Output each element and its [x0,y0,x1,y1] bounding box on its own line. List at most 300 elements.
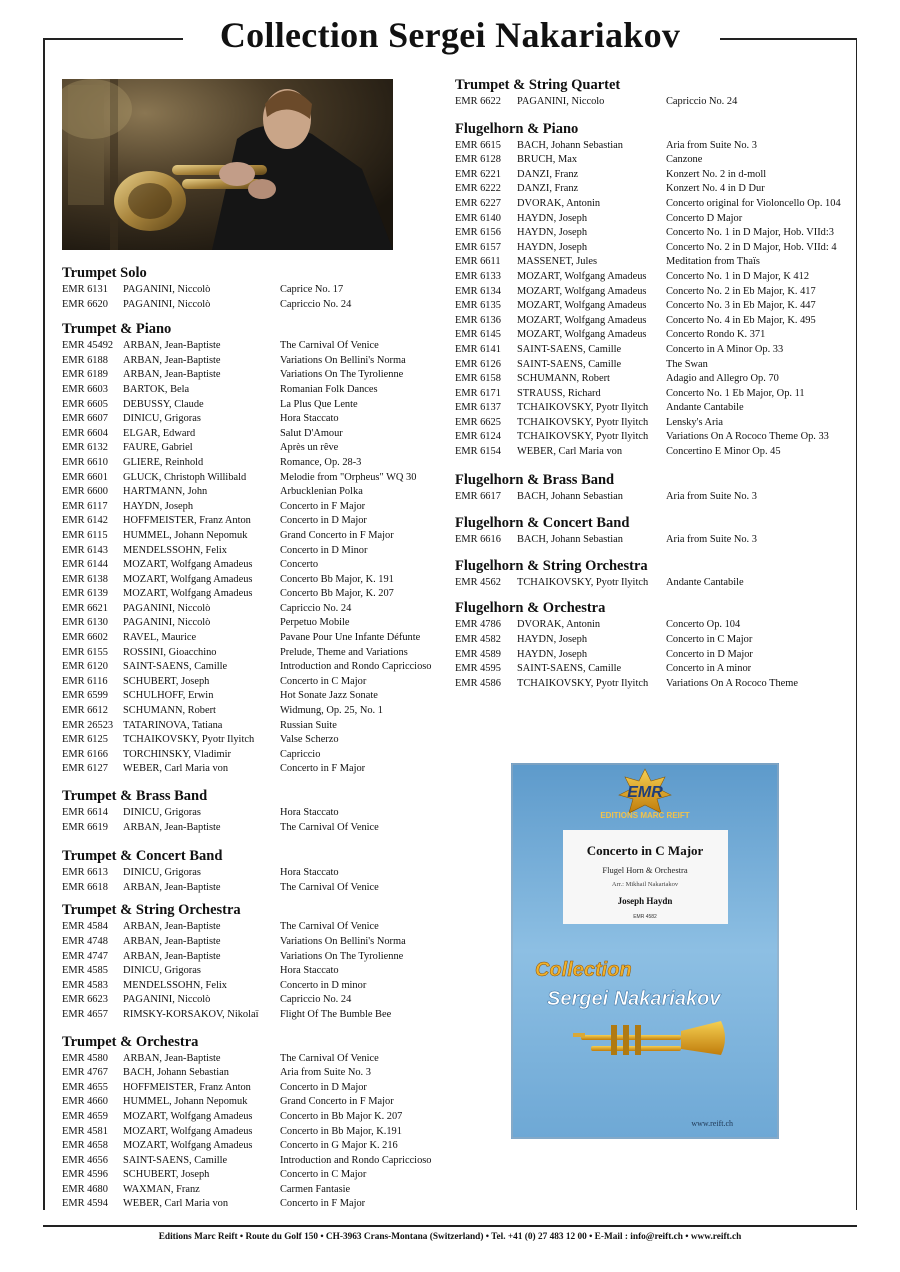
catalog-row [62,1125,442,1140]
catalog-number: EMR 6156 [455,227,501,239]
work-title: Aria from Suite No. 3 [666,534,757,546]
composer-name: ARBAN, Jean-Baptiste [123,881,221,893]
catalog-row [62,631,442,646]
catalog-row [62,964,442,979]
work-title: Concerto Op. 104 [666,619,741,631]
catalog-number: EMR 6189 [62,369,108,381]
cover-work-title: Concerto in C Major [586,843,704,858]
catalog-number: EMR 6621 [62,602,108,614]
catalog-row [455,328,855,343]
catalog-row [62,748,442,763]
composer-name: TCHAIKOVSKY, Pyotr Ilyitch [517,402,649,414]
catalog-number: EMR 6139 [62,588,108,600]
composer-name: BRUCH, Max [517,154,578,166]
catalog-number: EMR 6137 [455,402,501,414]
catalog-number: EMR 6120 [62,661,108,673]
catalog-row [62,456,442,471]
catalog-row [455,401,855,416]
composer-name: HAYDN, Joseph [517,227,588,239]
composer-name: TCHAIKOVSKY, Pyotr Ilyitch [517,576,649,588]
catalog-number: EMR 6622 [455,96,501,107]
composer-name: DINICU, Grigoras [123,965,201,977]
work-title: Concerto in Bb Major K. 207 [280,1110,403,1122]
catalog-row [62,1095,442,1110]
catalog-section [62,320,442,777]
work-title: Concerto in G Major K. 216 [280,1140,398,1152]
cover-instrumentation: Flugel Horn & Orchestra [602,865,688,875]
catalog-number: EMR 26523 [62,719,114,731]
catalog-number: EMR 6603 [62,383,108,395]
catalog-number: EMR 6601 [62,471,108,483]
catalog-row [62,514,442,529]
work-title: Après un rêve [280,442,339,454]
section-title: Trumpet & Brass Band [62,788,208,804]
catalog-section [62,1033,442,1213]
composer-name: PAGANINI, Niccolo [517,96,605,107]
catalog-row [62,529,442,544]
composer-name: BACH, Johann Sebastian [517,534,623,546]
catalog-number: EMR 6132 [62,442,108,454]
composer-name: SCHUBERT, Joseph [123,675,210,687]
footer-rule [43,1225,857,1227]
footer-contact: Editions Marc Reift • Route du Golf 150 • CH-3963 Crans-Montana (Switzerland) • Tel. +41 (0) 27 483 12 00 • E-Mail : info@reift.ch • www.reift.ch [158,1232,742,1242]
catalog-number: EMR 4655 [62,1081,108,1093]
catalog-row [62,616,442,631]
catalog-row [62,1168,442,1183]
work-title: Hora Staccato [280,413,339,425]
work-title: Hora Staccato [280,807,339,818]
catalog-number: EMR 6604 [62,427,108,439]
catalog-number: EMR 4656 [62,1154,108,1166]
catalog-number: EMR 6616 [455,534,501,546]
catalog-number: EMR 4582 [455,634,501,646]
composer-name: HAYDN, Joseph [517,648,588,660]
work-title: Konzert No. 2 in d-moll [666,168,767,180]
catalog-number: EMR 6141 [455,343,501,355]
catalog-row [62,1066,442,1081]
composer-name: GLUCK, Christoph Willibald [123,471,247,483]
work-title: Concerto in F Major [280,763,366,775]
work-title: Capriccio [280,748,321,760]
work-title: Konzert No. 4 in D Dur [666,183,765,195]
work-title: The Swan [666,358,708,370]
catalog-row [455,270,855,285]
section-title: Flugelhorn & Brass Band [455,471,615,488]
composer-name: HUMMEL, Johann Nepomuk [123,529,248,541]
cover-website: www.reift.ch [691,1119,733,1128]
work-title: Variations On A Rococo Theme [666,677,798,689]
composer-name: MOZART, Wolfgang Amadeus [123,1110,253,1122]
catalog-number: EMR 6157 [455,241,501,253]
composer-name: MOZART, Wolfgang Amadeus [517,285,647,297]
catalog-row [455,139,855,154]
catalog-row [455,314,855,329]
composer-name: TCHAIKOVSKY, Pyotr Ilyitch [517,431,649,443]
catalog-number: EMR 6221 [455,168,501,180]
catalog-row [455,372,855,387]
work-title: La Plus Que Lente [280,398,358,410]
catalog-section [455,471,855,505]
catalog-row [455,212,855,227]
catalog-row [455,387,855,402]
page-title: Collection Sergei Nakariakov [219,15,681,55]
composer-name: PAGANINI, Niccolò [123,617,211,629]
catalog-number: EMR 6133 [455,270,501,282]
catalog-number: EMR 6140 [455,212,501,224]
catalog-number: EMR 6625 [455,416,501,428]
composer-name: SCHUBERT, Joseph [123,1169,210,1181]
cover-arranger: Arr.: Mikhail Nakariakov [611,881,679,888]
work-title: The Carnival Of Venice [280,921,379,933]
catalog-row [62,704,442,719]
catalog-row [62,339,442,354]
photo-trumpeter [62,79,393,250]
composer-name: BACH, Johann Sebastian [123,1067,229,1079]
catalog-row [455,576,855,591]
catalog-row [62,881,442,896]
composer-name: FAURE, Gabriel [123,442,193,454]
work-title: Valse Scherzo [280,734,339,746]
composer-name: HAYDN, Joseph [517,212,588,224]
catalog-number: EMR 6144 [62,559,108,571]
frame-right [856,38,858,1210]
composer-name: MOZART, Wolfgang Amadeus [123,1140,253,1152]
work-title: Pavane Pour Une Infante Défunte [280,632,421,644]
composer-name: WAXMAN, Franz [123,1183,200,1195]
composer-name: MOZART, Wolfgang Amadeus [517,300,647,312]
work-title: Salut D'Amour [280,427,343,439]
catalog-number: EMR 6143 [62,544,108,556]
cover-publisher: EDITIONS MARC REIFT [600,811,690,820]
work-title: Capriccio No. 24 [280,602,352,614]
catalog-row [62,806,442,821]
catalog-row [455,533,855,548]
catalog-number: EMR 6155 [62,646,108,658]
catalog-number: EMR 6614 [62,807,108,818]
catalog-row [455,416,855,431]
composer-name: DANZI, Franz [517,168,579,180]
catalog-number: EMR 6610 [62,456,108,468]
catalog-number: EMR 6116 [62,675,108,687]
catalog-row [62,733,442,748]
work-title: Melodie from "Orpheus" WQ 30 [280,471,417,483]
work-title: Concerto in D Minor [280,544,368,556]
composer-name: ELGAR, Edward [123,427,196,439]
catalog-number: EMR 4595 [455,663,501,675]
work-title: Concerto No. 2 in D Major, Hob. VIId: 4 [666,241,837,253]
catalog-row [62,1197,442,1212]
composer-name: PAGANINI, Niccolò [123,602,211,614]
catalog-row [62,1052,442,1067]
work-title: Variations On The Tyrolienne [280,369,404,381]
catalog-section [455,599,855,691]
catalog-section [455,557,855,591]
composer-name: HAYDN, Joseph [123,500,194,512]
catalog-number: EMR 4680 [62,1183,108,1195]
catalog-row [62,689,442,704]
catalog-number: EMR 6134 [455,285,501,297]
catalog-number: EMR 6154 [455,446,501,458]
work-title: Introduction and Rondo Capriccioso [280,1154,432,1166]
work-title: Variations On Bellini's Norma [280,354,406,366]
composer-name: SAINT-SAENS, Camille [123,661,228,673]
work-title: Lensky's Aria [666,416,723,428]
catalog-number: EMR 4659 [62,1110,108,1122]
catalog-row [62,283,442,298]
catalog-row [62,950,442,965]
work-title: Concerto No. 1 Eb Major, Op. 11 [666,387,805,399]
cover-logo-text: EMR [627,784,663,801]
work-title: Concerto in D Major [280,515,367,527]
catalog-section [62,901,442,1022]
catalog-number: EMR 4767 [62,1067,108,1079]
catalog-row [455,662,855,677]
catalog-row [455,95,855,110]
catalog-number: EMR 6615 [455,139,501,151]
right-column [455,76,855,691]
catalog-row [62,398,442,413]
catalog-row [455,241,855,256]
catalog-row [455,445,855,460]
composer-name: HUMMEL, Johann Nepomuk [123,1096,248,1108]
section-title: Trumpet & String Quartet [455,77,621,93]
composer-name: GLIERE, Reinhold [123,456,204,468]
work-title: The Carnival Of Venice [280,1052,379,1064]
work-title: Romance, Op. 28-3 [280,456,362,468]
cover-artwork [511,763,779,1139]
work-title: Variations On A Rococo Theme Op. 33 [666,431,829,443]
work-title: Concerto in C Major [666,634,753,646]
section-title: Trumpet & String Orchestra [62,902,241,919]
catalog-row [455,343,855,358]
catalog-number: EMR 4658 [62,1140,108,1152]
composer-name: DVORAK, Antonin [517,197,601,209]
composer-name: HAYDN, Joseph [517,634,588,646]
composer-name: HOFFMEISTER, Franz Anton [123,515,251,527]
composer-name: ROSSINI, Gioacchino [123,646,217,658]
work-title: Grand Concerto in F Major [280,1096,394,1108]
composer-name: RAVEL, Maurice [123,632,197,644]
catalog-row [62,383,442,398]
composer-name: WEBER, Carl Maria von [123,1198,229,1210]
frame-left [43,38,45,1210]
work-title: Romanian Folk Dances [280,383,378,395]
catalog-row [62,471,442,486]
catalog-row [62,935,442,950]
work-title: Concertino E Minor Op. 45 [666,446,781,458]
catalog-number: EMR 4596 [62,1169,108,1181]
catalog-number: EMR 6142 [62,515,108,527]
composer-name: STRAUSS, Richard [517,387,601,399]
composer-name: ARBAN, Jean-Baptiste [123,950,221,962]
catalog-row [62,558,442,573]
catalog-number: EMR 6128 [455,154,501,166]
work-title: Concerto Bb Major, K. 207 [280,588,394,600]
composer-name: TORCHINSKY, Vladimir [123,748,231,760]
catalog-row [62,544,442,559]
catalog-number: EMR 45492 [62,340,114,352]
composer-name: SCHUMANN, Robert [517,373,610,385]
catalog-number: EMR 6158 [455,373,501,385]
composer-name: SCHUMANN, Robert [123,705,216,717]
catalog-number: EMR 6600 [62,486,108,498]
work-title: Concerto No. 1 in D Major, Hob. VIId:3 [666,227,834,239]
section-title: Flugelhorn & String Orchestra [455,557,648,574]
catalog-row [62,1008,442,1023]
left-column [62,264,442,1212]
composer-name: MENDELSSOHN, Felix [123,979,227,991]
catalog-number: EMR 6171 [455,387,501,399]
catalog-row [62,675,442,690]
catalog-number: EMR 4583 [62,979,108,991]
catalog-section [455,76,855,110]
work-title: Perpetuo Mobile [280,617,350,629]
catalog-row [455,358,855,373]
cover-series-line1: Collection [535,959,632,981]
catalog-section [62,847,442,895]
composer-name: TCHAIKOVSKY, Pyotr Ilyitch [517,677,649,689]
work-title: Concerto No. 1 in D Major, K 412 [666,270,810,282]
catalog-row [62,587,442,602]
catalog-section [62,264,442,312]
work-title: Aria from Suite No. 3 [666,490,757,502]
work-title: Concerto in C Major [280,1169,367,1181]
composer-name: TCHAIKOVSKY, Pyotr Ilyitch [123,734,255,746]
composer-name: SCHULHOFF, Erwin [123,690,214,702]
work-title: Concerto in D Major [280,1081,367,1093]
catalog-number: EMR 6222 [455,183,501,195]
book-cover [511,763,779,1139]
composer-name: MOZART, Wolfgang Amadeus [123,1125,253,1137]
section-title: Flugelhorn & Piano [455,120,579,137]
catalog-row [455,226,855,241]
composer-name: WEBER, Carl Maria von [517,446,623,458]
composer-name: TATARINOVA, Tatiana [123,719,223,731]
catalog-number: EMR 4562 [455,576,501,588]
composer-name: PAGANINI, Niccolò [123,994,211,1006]
work-title: Concerto in F Major [280,1198,366,1210]
work-title: Caprice No. 17 [280,284,344,295]
composer-name: SAINT-SAENS, Camille [517,343,622,355]
composer-name: ARBAN, Jean-Baptiste [123,921,221,933]
catalog-row [62,1139,442,1154]
work-title: Capriccio No. 24 [280,298,352,310]
catalog-row [62,427,442,442]
work-title: Concerto [280,559,319,571]
catalog-section [455,120,855,460]
work-title: Concerto No. 4 in Eb Major, K. 495 [666,314,816,326]
catalog-number: EMR 6188 [62,354,108,366]
catalog-row [62,368,442,383]
work-title: Arbucklenian Polka [280,486,363,498]
composer-name: BACH, Johann Sebastian [517,139,623,151]
work-title: Introduction and Rondo Capriccioso [280,661,432,673]
section-title: Flugelhorn & Concert Band [455,515,630,532]
composer-name: ARBAN, Jean-Baptiste [123,935,221,947]
work-title: Andante Cantabile [666,576,744,588]
catalog-number: EMR 4584 [62,921,108,933]
work-title: Adagio and Allegro Op. 70 [666,373,779,385]
composer-name: MOZART, Wolfgang Amadeus [123,559,253,571]
catalog-number: EMR 6145 [455,329,501,341]
section-title: Trumpet & Piano [62,321,172,338]
composer-name: SAINT-SAENS, Camille [123,1154,228,1166]
composer-name: BARTOK, Bela [123,383,190,395]
composer-name: DINICU, Grigoras [123,413,201,425]
catalog-row [62,646,442,661]
work-title: Concerto in D minor [280,979,367,991]
composer-name: MASSENET, Jules [517,256,598,268]
catalog-row [62,412,442,427]
catalog-row [62,1110,442,1125]
composer-name: HOFFMEISTER, Franz Anton [123,1081,251,1093]
catalog-number: EMR 4586 [455,677,501,689]
composer-name: DVORAK, Antonin [517,619,601,631]
work-title: Variations On The Tyrolienne [280,950,404,962]
section-title: Flugelhorn & Orchestra [455,600,606,617]
work-title: Russian Suite [280,719,337,731]
catalog-row [62,441,442,456]
catalog-row [455,648,855,663]
catalog-row [455,633,855,648]
work-title: Concerto in C Major [280,675,367,687]
work-title: Concerto No. 3 in Eb Major, K. 447 [666,300,816,312]
section-title: Trumpet & Concert Band [62,848,223,865]
work-title: Capriccio No. 24 [666,96,738,107]
catalog-row [62,1154,442,1169]
catalog-number: EMR 4589 [455,648,501,660]
frame-top-left [43,38,183,40]
catalog-row [62,920,442,935]
catalog-number: EMR 6125 [62,734,108,746]
composer-name: PAGANINI, Niccolò [123,284,211,295]
catalog-number: EMR 4660 [62,1096,108,1108]
work-title: Concerto in A minor [666,663,752,675]
work-title: Andante Cantabile [666,402,744,414]
work-title: Grand Concerto in F Major [280,529,394,541]
work-title: Prelude, Theme and Variations [280,646,408,658]
composer-name: MENDELSSOHN, Felix [123,544,227,556]
catalog-number: EMR 6618 [62,881,108,893]
catalog-number: EMR 4748 [62,935,108,947]
catalog-section [455,514,855,548]
composer-name: SAINT-SAENS, Camille [517,663,622,675]
catalog-row [62,821,442,836]
catalog-row [62,762,442,777]
catalog-number: EMR 6117 [62,500,108,512]
work-title: Concerto in F Major [280,500,366,512]
composer-name: RIMSKY-KORSAKOV, Nikolaï [123,1008,259,1020]
catalog-number: EMR 4594 [62,1198,108,1210]
catalog-row [455,153,855,168]
composer-name: BACH, Johann Sebastian [517,490,623,502]
catalog-number: EMR 6613 [62,867,108,879]
cover-composer: Joseph Haydn [617,896,673,906]
catalog-row [62,602,442,617]
catalog-number: EMR 6612 [62,705,108,717]
catalog-number: EMR 6130 [62,617,108,629]
catalog-number: EMR 6136 [455,314,501,326]
catalog-number: EMR 6599 [62,690,108,702]
catalog-number: EMR 4580 [62,1052,108,1064]
work-title: Concerto in A Minor Op. 33 [666,343,784,355]
work-title: Widmung, Op. 25, No. 1 [280,705,383,717]
catalog-section [62,787,442,835]
work-title: The Carnival Of Venice [280,821,379,833]
composer-name: HARTMANN, John [123,486,208,498]
composer-name: MOZART, Wolfgang Amadeus [517,314,647,326]
catalog-row [62,979,442,994]
